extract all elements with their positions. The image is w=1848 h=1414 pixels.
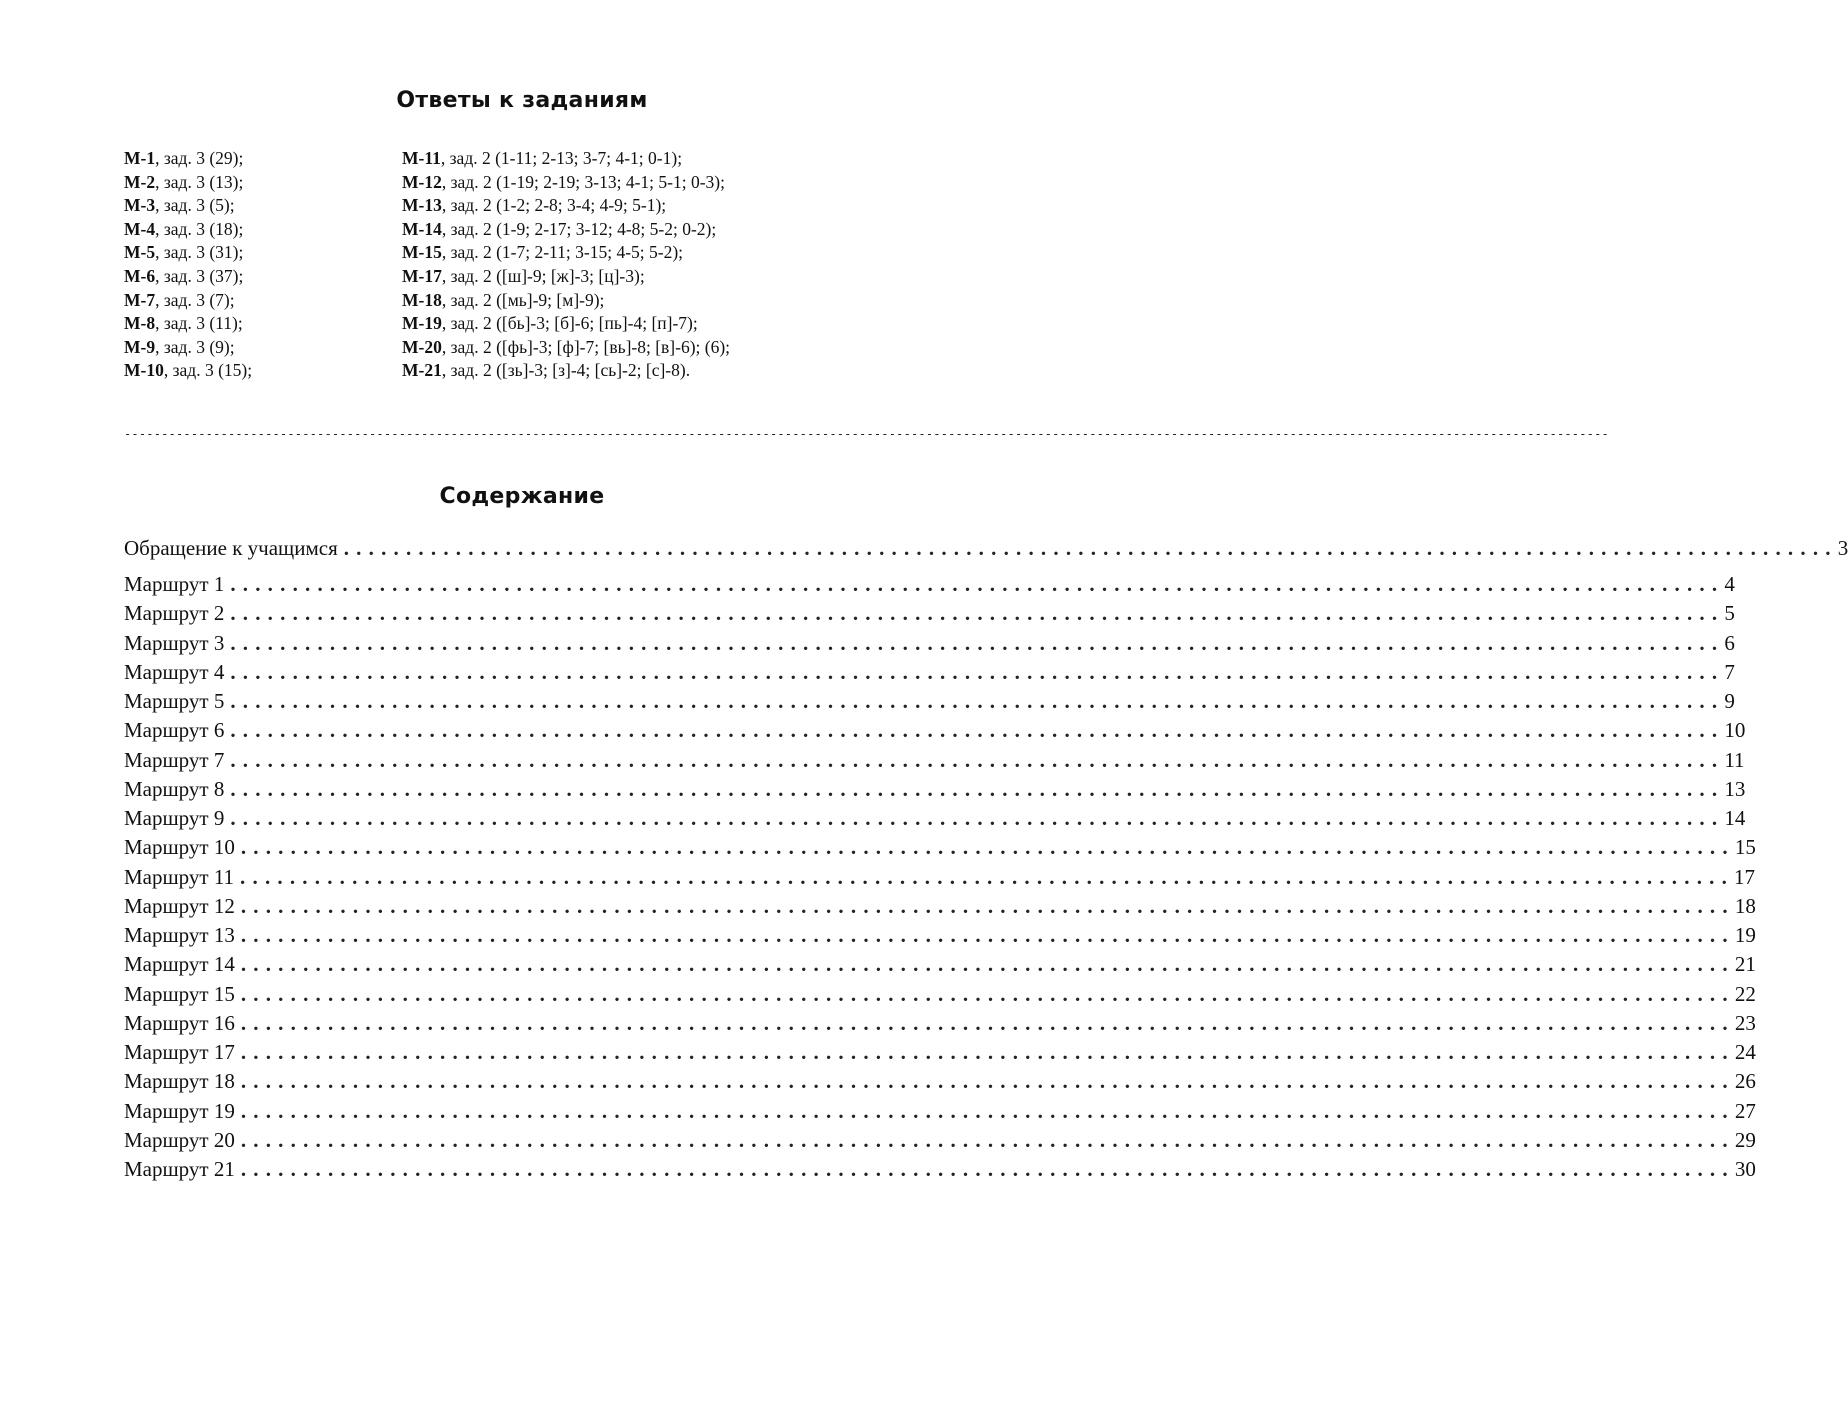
toc-page-number: 7 <box>1724 659 1735 684</box>
toc-item[interactable] <box>124 835 1756 864</box>
answer-id: М-18 <box>402 289 442 310</box>
toc-item-label: Маршрут 6 <box>124 718 225 743</box>
toc-page-number: 4 <box>1724 572 1735 596</box>
answer-item <box>124 241 252 265</box>
answer-item <box>402 241 730 265</box>
toc-leader-dots: ........................................................................................................................ <box>240 864 1735 889</box>
answer-id: М-5 <box>124 242 156 263</box>
toc-leader-dots: ........................................................................................................................ <box>240 923 1735 947</box>
toc-leader-dots: ........................................................................................................................ <box>240 1098 1735 1123</box>
toc-item-label: Маршрут 20 <box>124 1127 235 1152</box>
answer-text: , зад. 2 (1-2; 2-8; 3-4; 4-9; 5-1); <box>441 195 667 216</box>
toc-page-number: 27 <box>1734 1098 1756 1123</box>
toc-page-number: 5 <box>1724 601 1735 626</box>
toc-item[interactable] <box>124 1040 1756 1069</box>
toc-leader-dots: ........................................................................................................................ <box>230 776 1725 801</box>
toc-item[interactable] <box>124 536 1848 565</box>
toc-item[interactable] <box>124 776 1746 806</box>
answer-id: М-6 <box>124 265 156 286</box>
answer-item <box>124 359 252 383</box>
answer-id: М-8 <box>124 313 156 334</box>
answer-item <box>124 194 252 218</box>
toc-page-number: 26 <box>1734 1069 1756 1094</box>
toc-leader-dots: ........................................................................................................................ <box>230 630 1725 655</box>
answer-text: , зад. 2 ([зь]-3; [з]-4; [сь]-2; [с]-8). <box>441 360 691 381</box>
toc-page-number: 3 <box>1837 536 1848 560</box>
toc-page-number: 14 <box>1724 806 1746 830</box>
answer-text: , зад. 2 (1-19; 2-19; 3-13; 4-1; 5-1; 0-3); <box>441 171 725 192</box>
toc-item[interactable] <box>124 893 1756 923</box>
answer-text: , зад. 2 ([бь]-3; [б]-6; [пь]-4; [п]-7); <box>441 313 698 334</box>
toc-item[interactable] <box>124 689 1735 718</box>
toc-page-number: 19 <box>1734 923 1756 947</box>
answer-item <box>124 336 252 360</box>
answer-id: М-17 <box>402 265 442 286</box>
toc-item[interactable] <box>124 601 1735 630</box>
toc-item-label: Маршрут 9 <box>124 806 225 830</box>
toc-item-label: Маршрут 7 <box>124 747 225 772</box>
toc-item[interactable] <box>124 659 1735 689</box>
toc-leader-dots: ........................................................................................................................ <box>240 1010 1735 1035</box>
toc-leader-dots: ........................................................................................................................ <box>240 1040 1735 1064</box>
contents-title: Содержание <box>439 484 605 509</box>
toc-page-number: 21 <box>1734 952 1756 977</box>
toc-item-label: Маршрут 15 <box>124 981 235 1006</box>
toc-item[interactable] <box>124 981 1756 1011</box>
toc-page-number: 13 <box>1724 776 1746 801</box>
answer-id: М-21 <box>402 360 442 381</box>
toc-item-label: Маршрут 2 <box>124 601 225 626</box>
answer-id: М-14 <box>402 218 442 239</box>
answer-id: М-11 <box>402 148 441 168</box>
toc-leader-dots: ........................................................................................................................ <box>240 1069 1735 1094</box>
toc-page-number: 15 <box>1734 835 1756 860</box>
answer-text: , зад. 3 (5); <box>155 195 235 216</box>
toc-item[interactable] <box>124 572 1735 601</box>
toc-item-label: Маршрут 3 <box>124 630 225 655</box>
toc-page-number: 23 <box>1734 1010 1756 1035</box>
answer-item <box>124 218 252 242</box>
answer-id: М-9 <box>124 336 156 357</box>
toc-item[interactable] <box>124 1010 1756 1040</box>
toc-item-label: Маршрут 14 <box>124 952 235 977</box>
answer-id: М-13 <box>402 195 442 216</box>
answers-right-column <box>402 147 730 383</box>
answer-id: М-12 <box>402 171 442 192</box>
answer-item <box>124 312 252 336</box>
toc-page-number: 18 <box>1734 893 1756 918</box>
answer-text: , зад. 3 (31); <box>155 242 244 263</box>
toc-page-number: 24 <box>1734 1040 1756 1064</box>
answer-id: М-3 <box>124 195 156 216</box>
toc-page-number: 11 <box>1724 747 1745 772</box>
answer-text: , зад. 3 (7); <box>155 289 235 310</box>
toc-leader-dots: ........................................................................................................................ <box>230 572 1725 596</box>
toc-item-label: Маршрут 19 <box>124 1098 235 1123</box>
toc-item[interactable] <box>124 747 1745 777</box>
toc-item-label: Маршрут 4 <box>124 659 225 684</box>
answer-text: , зад. 3 (37); <box>155 265 244 286</box>
toc-page-number: 29 <box>1734 1127 1756 1152</box>
toc-leader-dots: ........................................................................................................................ <box>240 981 1735 1006</box>
toc-leader-dots: ........................................................................................................................ <box>240 1157 1735 1181</box>
toc-leader-dots: ........................................................................................................................ <box>240 893 1735 918</box>
answer-item <box>402 171 730 195</box>
toc-leader-dots: ........................................................................................................................ <box>343 536 1838 560</box>
toc-item-label: Маршрут 18 <box>124 1069 235 1094</box>
answer-text: , зад. 3 (18); <box>155 218 244 239</box>
answer-text: , зад. 3 (15); <box>163 360 253 381</box>
toc-leader-dots: ........................................................................................................................ <box>240 952 1735 977</box>
answer-item <box>402 194 730 218</box>
answer-text: , зад. 2 ([ш]-9; [ж]-3; [ц]-3); <box>441 265 645 286</box>
toc-item[interactable] <box>124 630 1735 660</box>
answer-item <box>124 171 252 195</box>
toc-leader-dots: ........................................................................................................................ <box>230 747 1725 772</box>
toc-item-label: Маршрут 13 <box>124 923 235 947</box>
toc-item[interactable] <box>124 864 1756 894</box>
answer-id: М-1 <box>124 148 156 168</box>
answer-item <box>402 336 730 360</box>
toc-page-number: 10 <box>1724 718 1746 743</box>
toc-item[interactable] <box>124 923 1756 952</box>
toc-leader-dots: ........................................................................................................................ <box>240 835 1735 860</box>
answer-item <box>402 359 730 383</box>
toc-item[interactable] <box>124 1157 1756 1186</box>
answer-item <box>402 312 730 336</box>
answer-item <box>402 218 730 242</box>
toc-item[interactable] <box>124 1098 1756 1128</box>
toc-item-label: Маршрут 17 <box>124 1040 235 1064</box>
toc-item-label: Обращение к учащимся <box>124 536 338 560</box>
answer-text: , зад. 2 ([фь]-3; [ф]-7; [вь]-8; [в]-6); (6); <box>441 336 731 357</box>
toc-item[interactable] <box>124 1127 1756 1157</box>
answer-id: М-4 <box>124 218 156 239</box>
toc-item[interactable] <box>124 806 1746 835</box>
toc-leader-dots: ........................................................................................................................ <box>230 689 1725 713</box>
answer-id: М-7 <box>124 289 156 310</box>
answer-text: , зад. 3 (11); <box>155 313 243 334</box>
toc-leader-dots: ........................................................................................................................ <box>230 659 1725 684</box>
answer-item <box>124 147 252 171</box>
answer-text: , зад. 2 (1-7; 2-11; 3-15; 4-5; 5-2); <box>441 242 684 263</box>
toc-item-label: Маршрут 16 <box>124 1010 235 1035</box>
toc-page-number: 30 <box>1734 1157 1756 1181</box>
toc-item-label: Маршрут 21 <box>124 1157 235 1181</box>
toc-item-label: Маршрут 10 <box>124 835 235 860</box>
answer-id: М-2 <box>124 171 156 192</box>
answer-item <box>402 147 730 171</box>
toc-item[interactable] <box>124 952 1756 981</box>
answer-text: , зад. 2 ([мь]-9; [м]-9); <box>441 289 605 310</box>
cut-line-divider: -------------------------------------------------------------------------------------------------------------------------------------------------------------------------------------------------------- <box>124 427 1609 441</box>
toc-leader-dots: ........................................................................................................................ <box>240 1127 1735 1152</box>
toc-item-label: Маршрут 12 <box>124 893 235 918</box>
answer-id: М-19 <box>402 313 442 334</box>
answer-id: М-10 <box>124 360 164 381</box>
answer-item <box>402 289 730 313</box>
toc-page-number: 6 <box>1724 630 1735 655</box>
answer-item <box>124 265 252 289</box>
answers-left-column <box>124 147 252 383</box>
toc-item[interactable] <box>124 718 1746 747</box>
answer-text: , зад. 3 (29); <box>155 148 244 168</box>
answers-title: Ответы к заданиям <box>396 88 648 113</box>
toc-page-number: 17 <box>1734 864 1756 889</box>
answer-id: М-15 <box>402 242 442 263</box>
toc-item[interactable] <box>124 1069 1756 1098</box>
answer-item <box>402 265 730 289</box>
toc-page-number: 22 <box>1734 981 1756 1006</box>
toc-item-label: Маршрут 1 <box>124 572 225 596</box>
toc-leader-dots: ........................................................................................................................ <box>230 806 1725 830</box>
answer-item <box>124 289 252 313</box>
toc-leader-dots: ........................................................................................................................ <box>230 601 1725 626</box>
toc-item-label: Маршрут 11 <box>124 864 235 889</box>
answer-id: М-20 <box>402 336 442 357</box>
toc-page-number: 9 <box>1724 689 1735 713</box>
toc-item-label: Маршрут 5 <box>124 689 225 713</box>
answer-text: , зад. 2 (1-9; 2-17; 3-12; 4-8; 5-2; 0-2); <box>441 218 717 239</box>
toc-item-label: Маршрут 8 <box>124 776 225 801</box>
answer-text: , зад. 3 (9); <box>155 336 235 357</box>
answer-text: , зад. 3 (13); <box>155 171 244 192</box>
answer-text: , зад. 2 (1-11; 2-13; 3-7; 4-1; 0-1); <box>440 148 683 168</box>
toc-leader-dots: ........................................................................................................................ <box>230 718 1725 743</box>
